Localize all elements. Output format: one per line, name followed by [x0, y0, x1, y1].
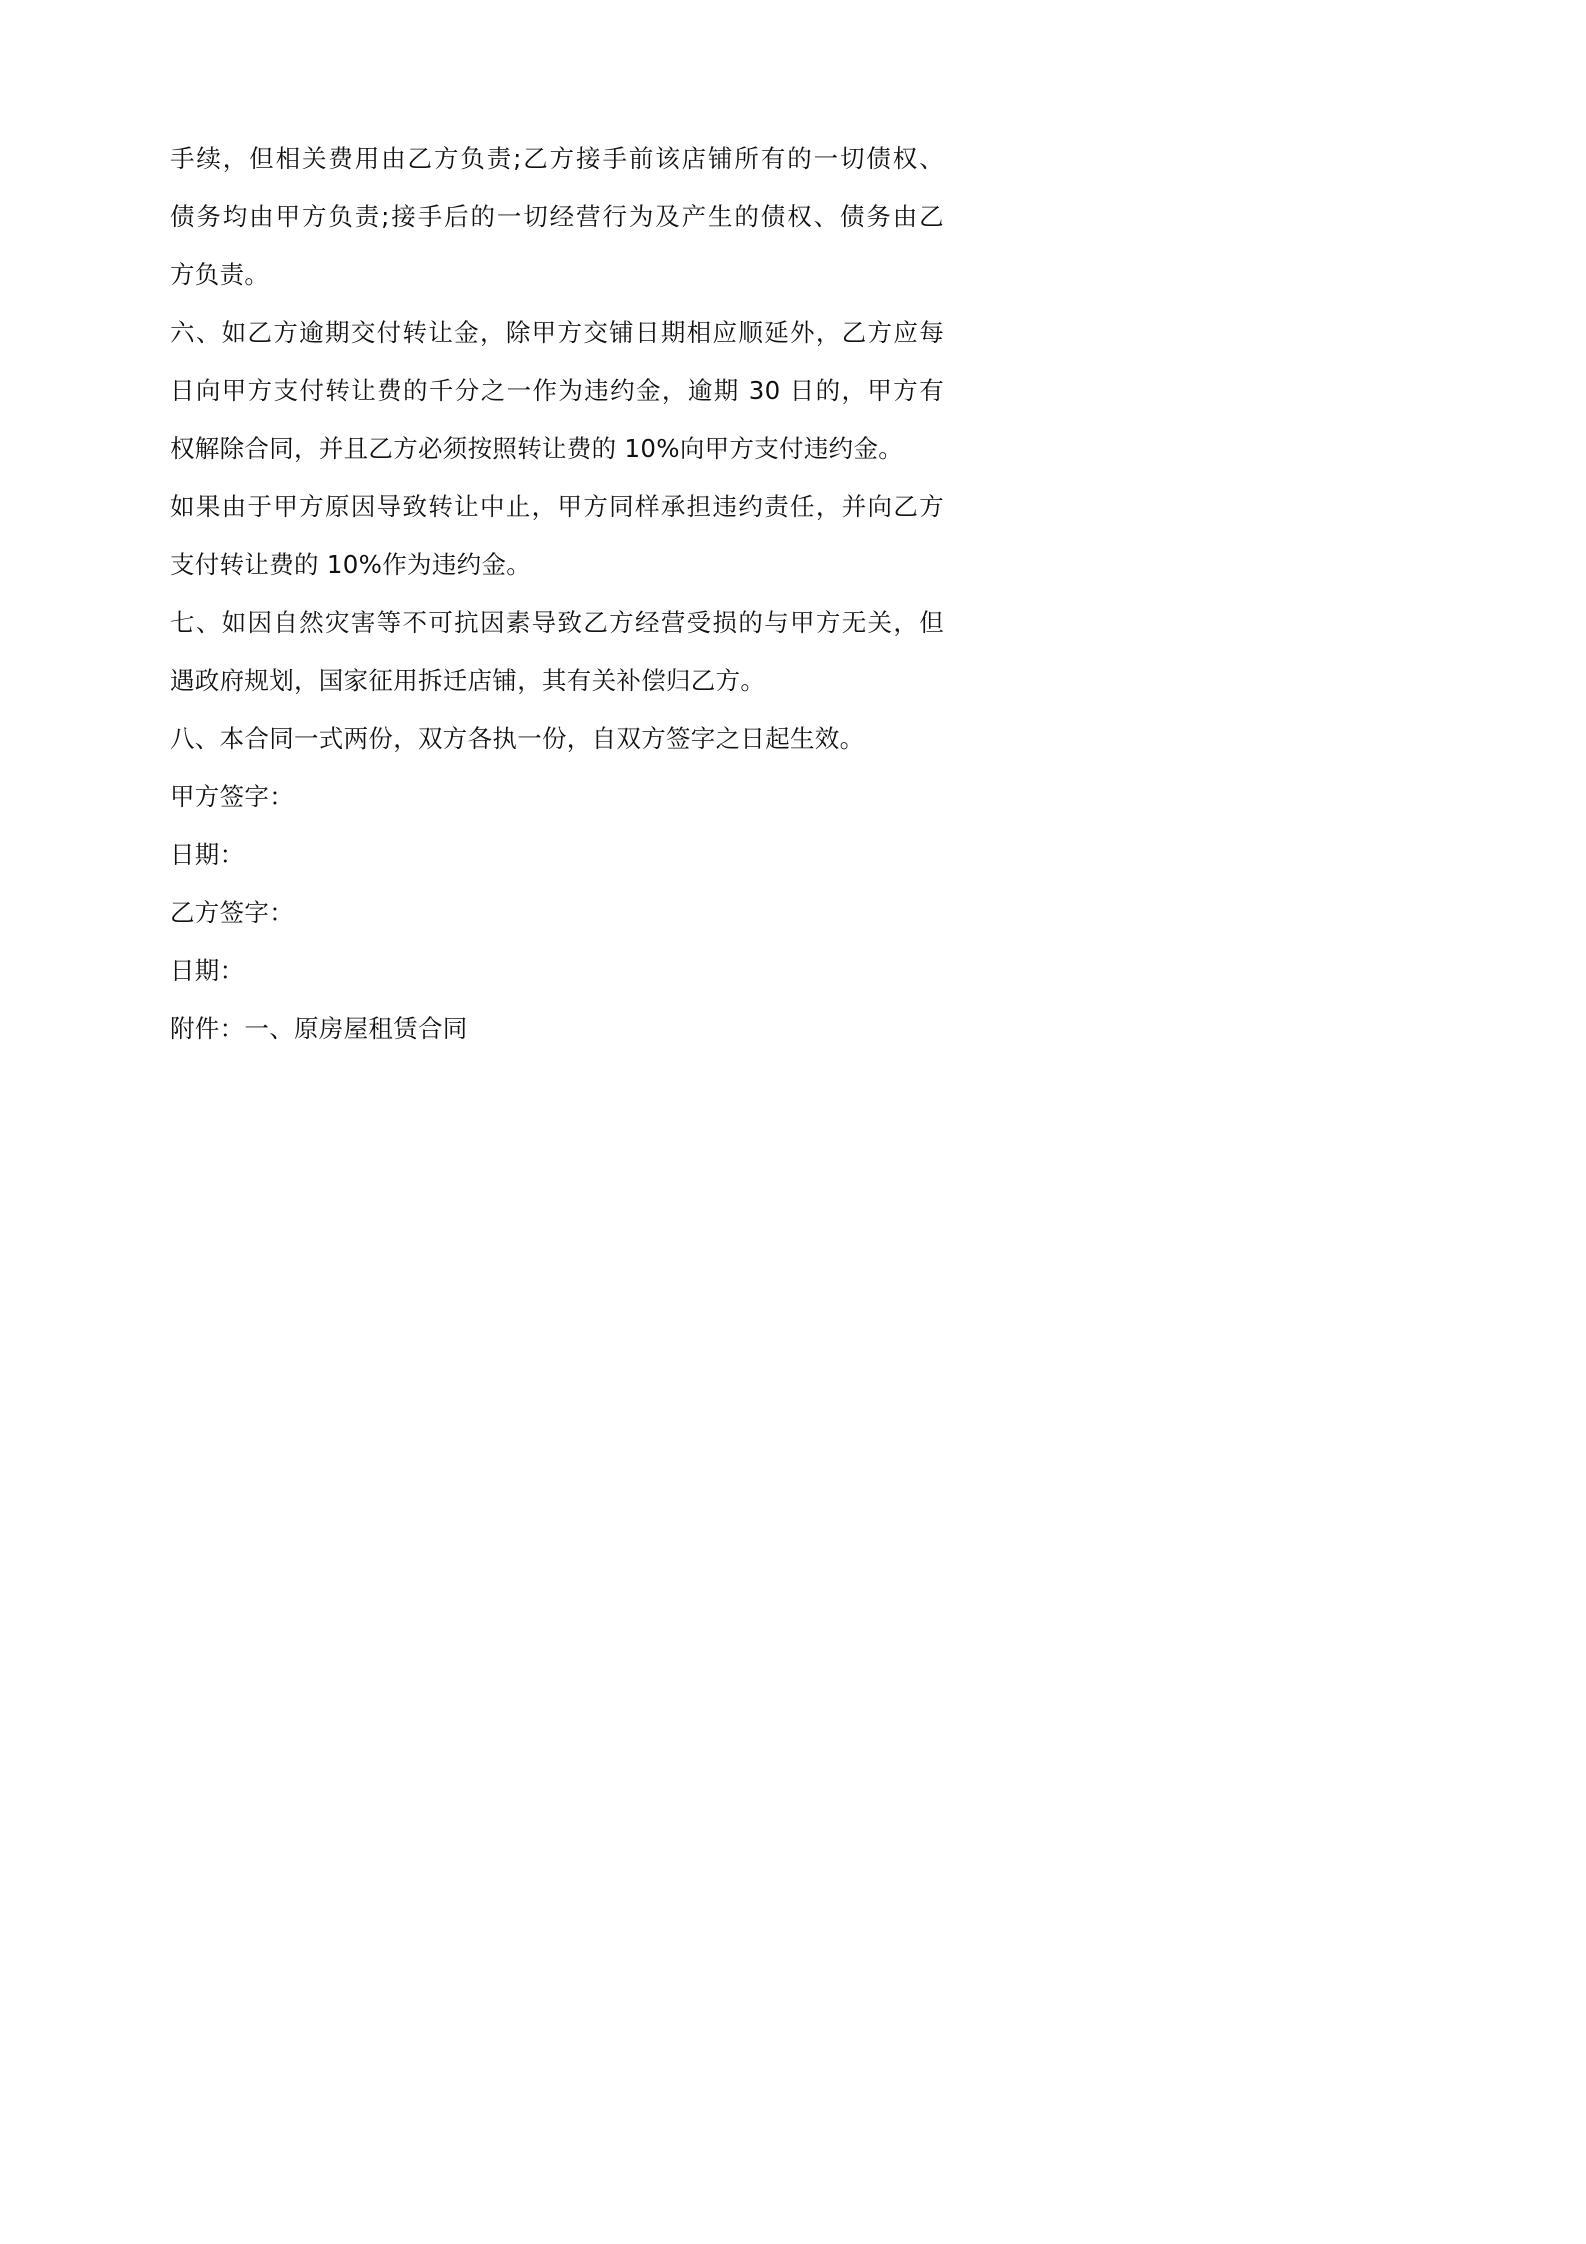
clause-5-line-1: 手续，但相关费用由乙方负责;乙方接手前该店铺所有的一切债权、 [170, 144, 944, 173]
clause-6-line-2: 日向甲方支付转让费的千分之一作为违约金，逾期 30 日的，甲方有 [170, 376, 944, 405]
clause-5-line-3: 方负责。 [170, 260, 270, 289]
clause-6-line-3: 权解除合同，并且乙方必须按照转让费的 10%向甲方支付违约金。 [170, 434, 904, 463]
party-b-signature-label: 乙方签字： [170, 898, 294, 927]
party-a-signature-label: 甲方签字： [170, 782, 294, 811]
clause-6-line-1: 六、如乙方逾期交付转让金，除甲方交铺日期相应顺延外，乙方应每 [170, 318, 944, 347]
clause-5-line-2: 债务均由甲方负责;接手后的一切经营行为及产生的债权、债务由乙 [170, 202, 944, 231]
clause-7-line-1: 七、如因自然灾害等不可抗因素导致乙方经营受损的与甲方无关，但 [170, 608, 944, 637]
attachment-label: 附件：一、原房屋租赁合同 [170, 1014, 468, 1043]
contract-text [170, 130, 960, 1058]
clause-8-line-1: 八、本合同一式两份，双方各执一份，自双方签字之日起生效。 [170, 724, 865, 753]
clause-6-line-5: 支付转让费的 10%作为违约金。 [170, 550, 532, 579]
clause-6-line-4: 如果由于甲方原因导致转让中止，甲方同样承担违约责任，并向乙方 [170, 492, 944, 521]
party-b-date-label: 日期： [170, 956, 245, 985]
party-a-date-label: 日期： [170, 840, 245, 869]
clause-7-line-2: 遇政府规划，国家征用拆迁店铺，其有关补偿归乙方。 [170, 666, 766, 695]
